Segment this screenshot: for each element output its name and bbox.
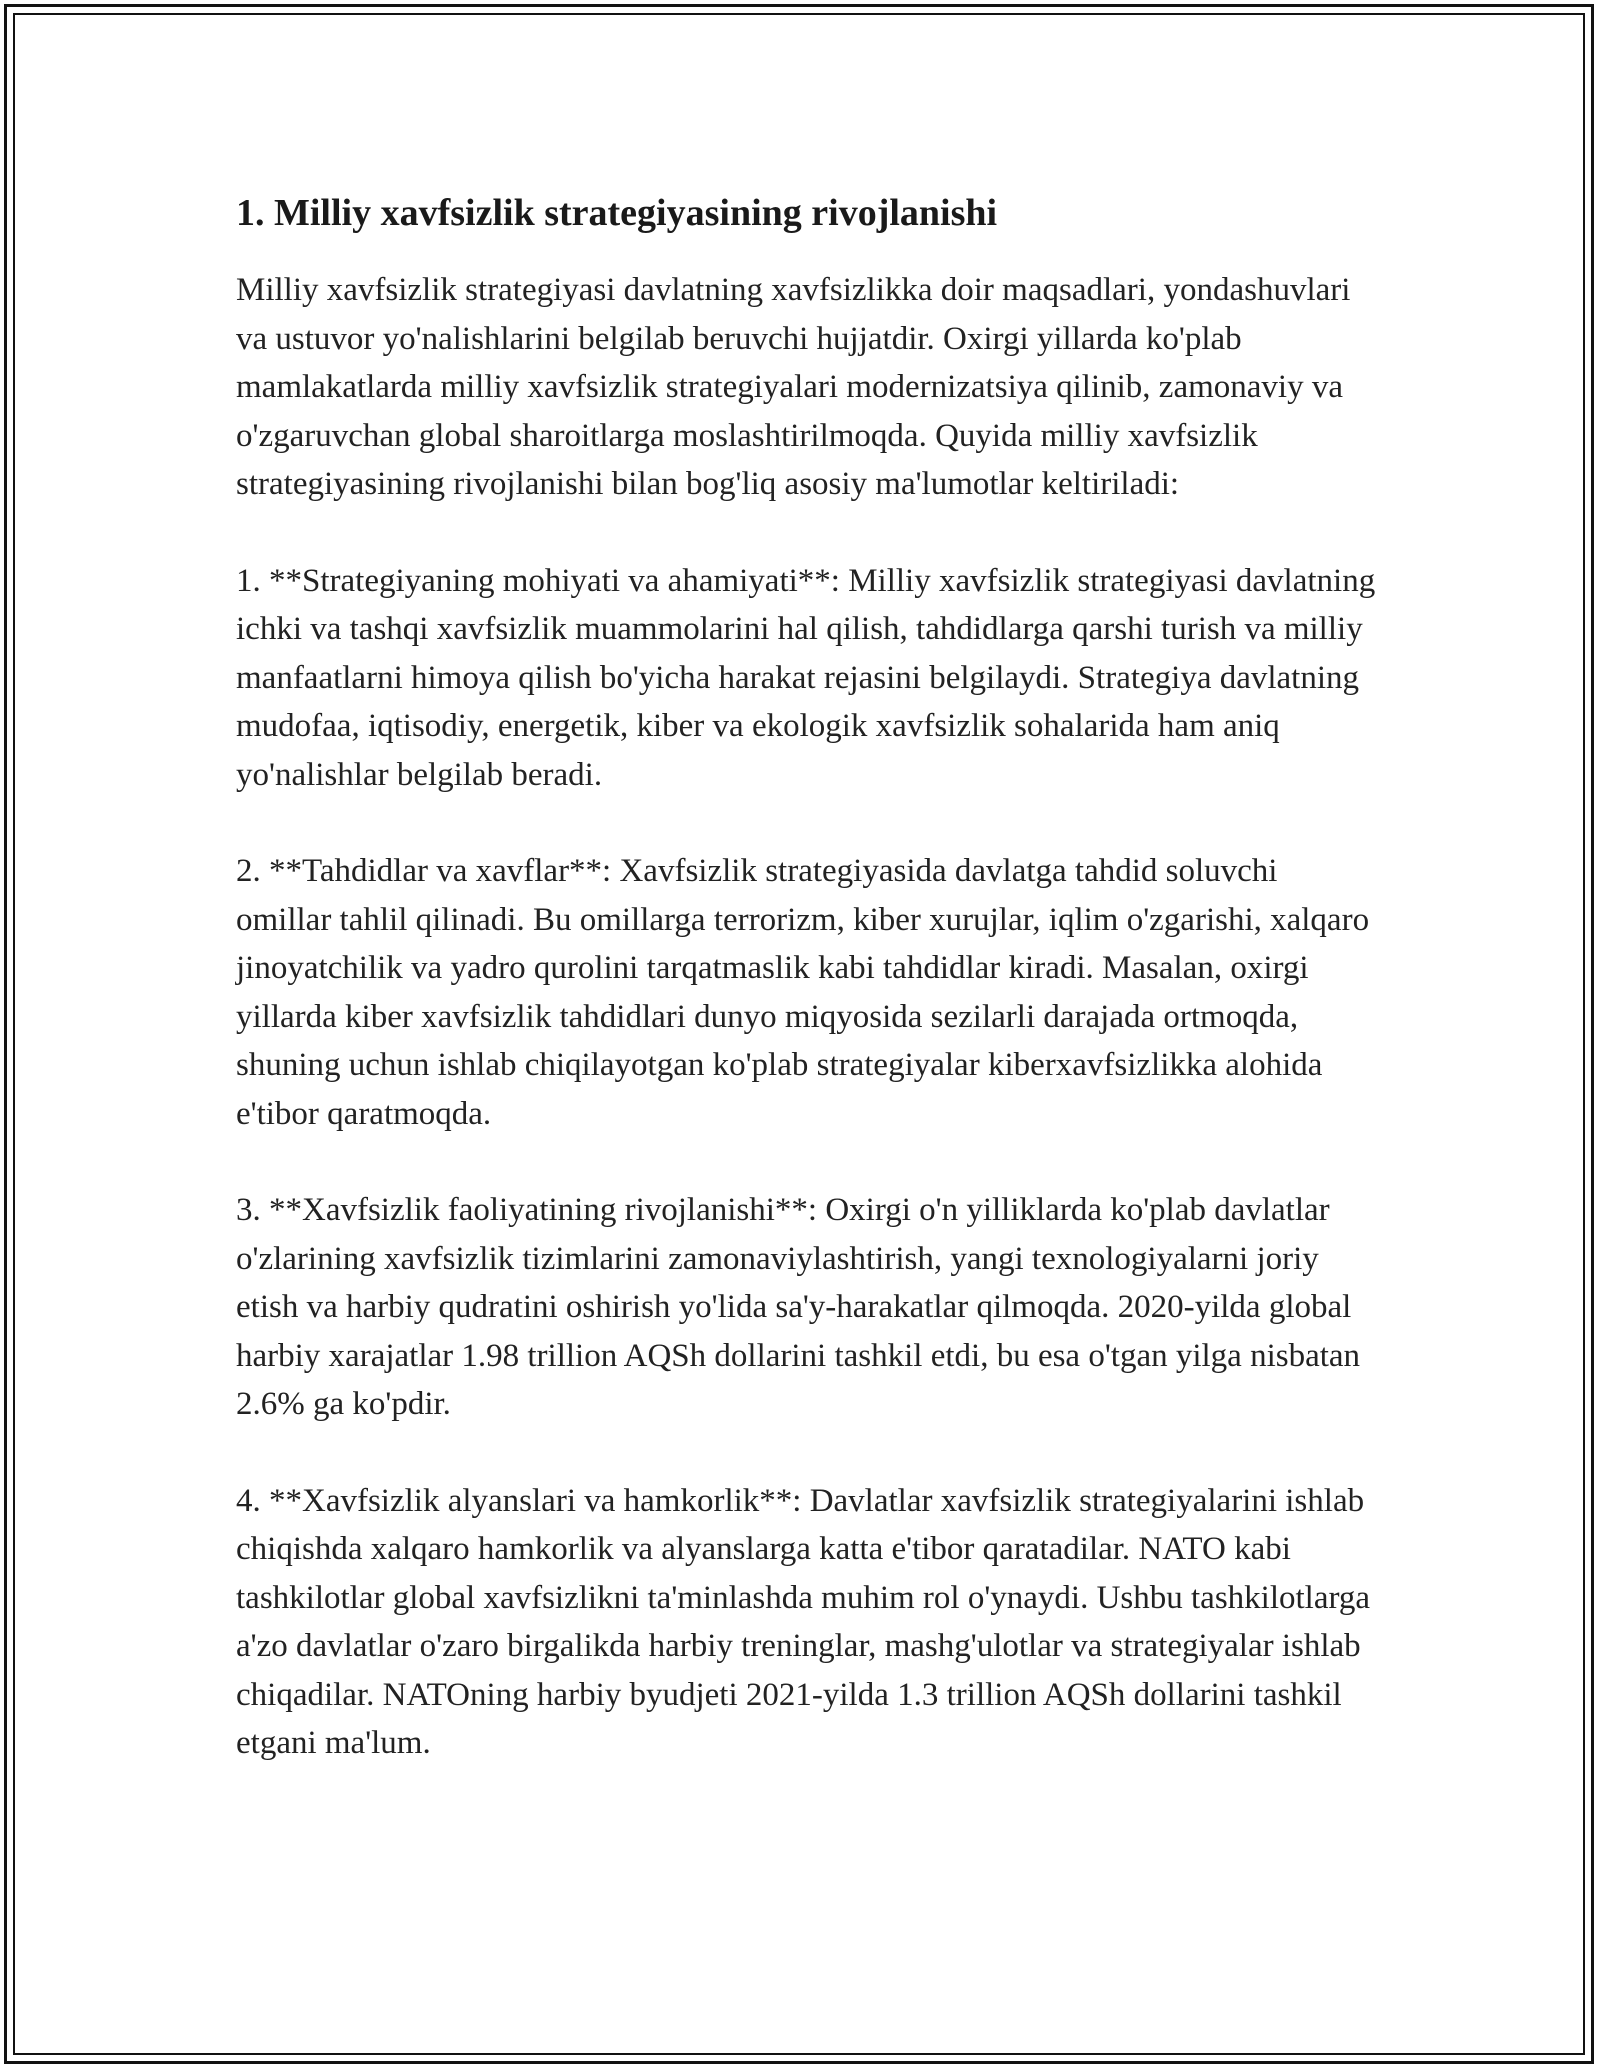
document-body <box>236 188 1376 1816</box>
intro-paragraph: Milliy xavfsizlik strategiyasi davlatning xavfsizlikka doir maqsadlari, yondashuvlari va ustuvor yo'nalishlarini belgilab beruvchi hujjatdir. Oxirgi yillarda ko'plab mamlakatlarda milliy xavfsizlik strategiyalari modernizatsiya qilinib, zamonaviy va o'zgaruvchan global sharoitlarga moslashtirilmoqda. Quyida milliy xavfsizlik strategiyasining rivojlanishi bilan bog'liq asosiy ma'lumotlar keltiriladi: <box>236 272 1351 502</box>
paragraph-security-development: 3. **Xavfsizlik faoliyatining rivojlanishi**: Oxirgi o'n yilliklarda ko'plab davlatlar o'zlarining xavfsizlik tizimlarini zamonaviylashtirish, yangi texnologiyalarni joriy etish va harbiy qudratini oshirish yo'lida sa'y-harakatlar qilmoqda. 2020-yilda global harbiy xarajatlar 1.98 trillion AQSh dollarini tashkil etdi, bu esa o'tgan yilga nisbatan 2.6% ga ko'pdir. <box>236 1192 1361 1422</box>
paragraph-threats: 2. **Tahdidlar va xavflar**: Xavfsizlik strategiyasida davlatga tahdid soluvchi omillar tahlil qilinadi. Bu omillarga terrorizm, kiber xurujlar, iqlim o'zgarishi, xalqaro jinoyatchilik va yadro qurolini tarqatmaslik kabi tahdidlar kiradi. Masalan, oxirgi yillarda kiber xavfsizlik tahdidlari dunyo miqyosida sezilarli darajada ortmoqda, shuning uchun ishlab chiqilayotgan ko'plab strategiyalar kiberxavfsizlikka alohida e'tibor qaratmoqda. <box>236 853 1370 1132</box>
section-title: 1. Milliy xavfsizlik strategiyasining rivojlanishi <box>236 192 998 234</box>
paragraph-alliances: 4. **Xavfsizlik alyanslari va hamkorlik**: Davlatlar xavfsizlik strategiyalarini ishlab chiqishda xalqaro hamkorlik va alyanslarga katta e'tibor qaratadilar. NATO kabi tashkilotlar global xavfsizlikni ta'minlashda muhim rol o'ynaydi. Ushbu tashkilotlarga a'zo davlatlar o'zaro birgalikda harbiy treninglar, mashg'ulotlar va strategiyalar ishlab chiqadilar. NATOning harbiy byudjeti 2021-yilda 1.3 trillion AQSh dollarini tashkil etgani ma'lum. <box>236 1482 1371 1761</box>
paragraph-strategy-essence: 1. **Strategiyaning mohiyati va ahamiyati**: Milliy xavfsizlik strategiyasi davlatning ichki va tashqi xavfsizlik muammolarini hal qilish, tahdidlarga qarshi turish va milliy manfaatlarni himoya qilish bo'yicha harakat rejasini belgilaydi. Strategiya davlatning mudofaa, iqtisodiy, energetik, kiber va ekologik xavfsizlik sohalarida ham aniq yo'nalishlar belgilab beradi. <box>236 562 1376 793</box>
